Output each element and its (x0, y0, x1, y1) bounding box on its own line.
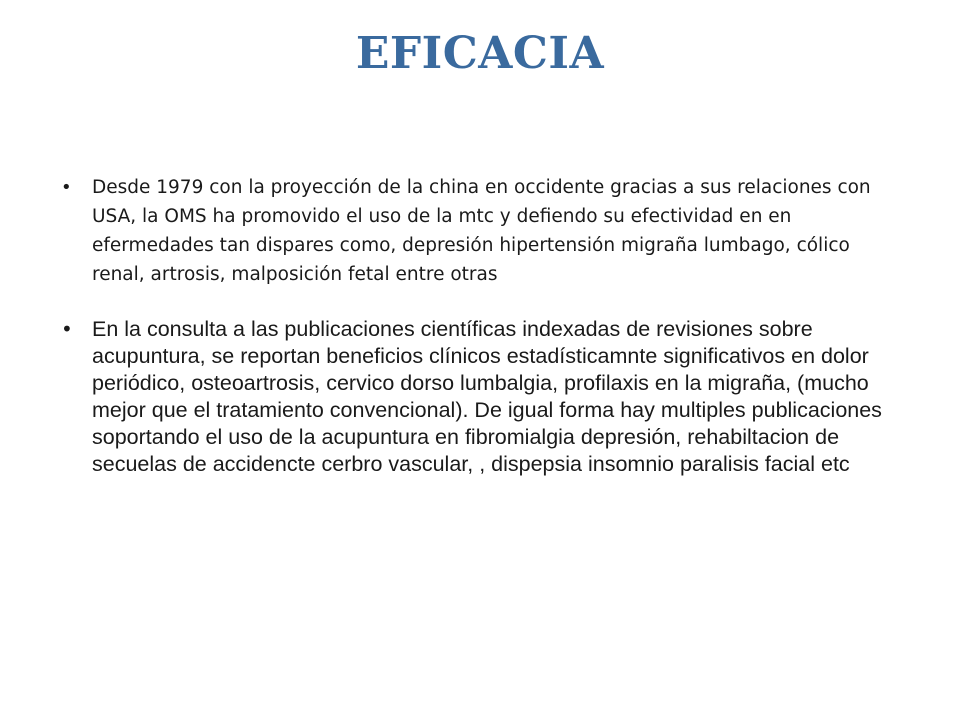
slide-title: EFICACIA (355, 28, 605, 79)
bullet-text: Desde 1979 con la proyección de la china en occidente gracias a sus relaciones con USA, la OMS ha promovido el uso de la mtc y defiendo su efectividad en en efermedades tan dispares como, depresión hipertensión migraña lumbago, cólico renal, artrosis, malposición fetal entre otras (92, 177, 871, 285)
bullet-marker: • (61, 317, 73, 341)
bullet-item (61, 316, 908, 478)
bullet-marker: • (61, 177, 72, 198)
bullet-item (61, 173, 908, 289)
bullet-text: En la consulta a las publicaciones científicas indexadas de revisiones sobre acupuntura, se reportan beneficios clínicos estadísticamnte significativos en dolor periódico, osteoartrosis, cervico dorso lumbalgia, profilaxis en la migraña, (mucho mejor que el tratamiento convencional). De igual forma hay multiples publicaciones soportando el uso de la acupuntura en fibromialgia depresión, rehabiltacion de secuelas de accidencte cerbro vascular, , dispepsia insomnio paralisis facial etc (92, 317, 882, 476)
